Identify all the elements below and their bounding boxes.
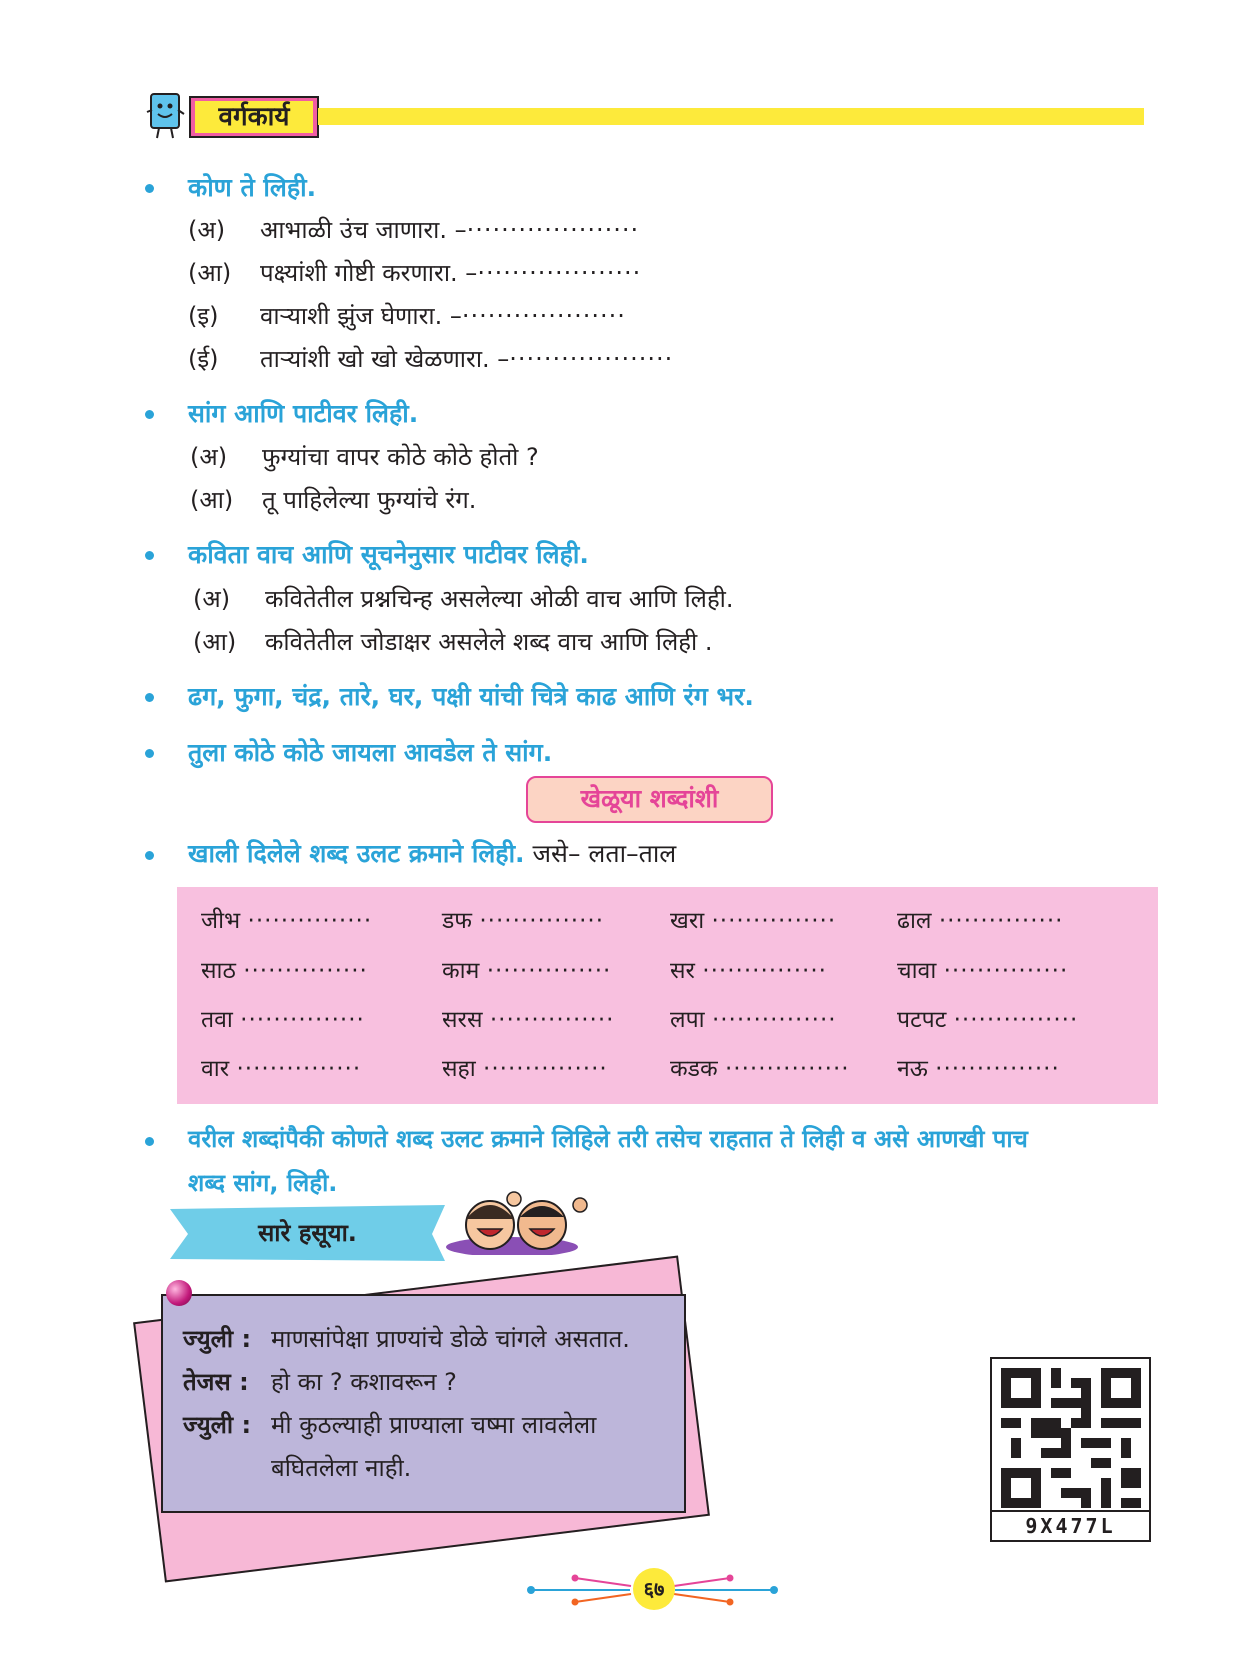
- item-label: (ई): [188, 345, 219, 373]
- list-item: [190, 483, 476, 516]
- item-label: (इ): [188, 302, 219, 330]
- section5-heading: तुला कोठे कोठे जायला आवडेल ते सांग.: [188, 738, 553, 767]
- qr-code-label: 9X477L: [992, 1510, 1149, 1538]
- bullet: [145, 749, 154, 758]
- section4-heading: ढग, फुगा, चंद्र, तारे, घर, पक्षी यांची चित्रे काढ आणि रंग भर.: [188, 682, 754, 711]
- dialogue: हो का ? कशावरून ?: [271, 1368, 457, 1396]
- word-play-heading: खाली दिलेले शब्द उलट क्रमाने लिही.: [188, 839, 525, 868]
- word-play-instruction: [188, 836, 676, 870]
- section1-heading: कोण ते लिही.: [188, 173, 317, 202]
- ribbon-label: सारे हसूया.: [258, 1219, 357, 1247]
- answer-blank: ····················: [466, 216, 640, 244]
- list-item: [188, 342, 673, 375]
- word-play-example: जसे– लता–ताल: [532, 839, 677, 868]
- dialogue: बघितलेला नाही.: [271, 1454, 412, 1482]
- header-bar: [318, 108, 1144, 125]
- item-text: आभाळी उंच जाणारा. –: [260, 216, 467, 244]
- section6-line1: वरील शब्दांपैकी कोणते शब्द उलट क्रमाने लिहिले तरी तसेच राहतात ते लिही व असे आणखी पाच: [188, 1125, 1028, 1153]
- header-icon: [143, 90, 187, 142]
- word-cell: पटपट ···············: [897, 1007, 1079, 1033]
- bullet: [145, 693, 154, 702]
- item-label: (अ): [188, 216, 226, 244]
- list-item: [190, 440, 539, 473]
- answer-blank: ···················: [509, 345, 674, 373]
- book-mascot-icon: [143, 90, 187, 142]
- word-cell: तवा ···············: [201, 1007, 365, 1033]
- item-text: ताऱ्यांशी खो खो खेळणारा. –: [260, 345, 510, 373]
- list-item: [188, 213, 639, 246]
- section3-heading: कविता वाच आणि सूचनेनुसार पाटीवर लिही.: [188, 540, 589, 569]
- item-label: (आ): [193, 628, 237, 656]
- bullet: [145, 184, 154, 193]
- word-cell: डफ ···············: [442, 908, 605, 934]
- list-item: [193, 582, 734, 615]
- item-label: (आ): [190, 486, 234, 514]
- word-cell: वार ···············: [201, 1056, 362, 1082]
- word-cell: सरस ···············: [442, 1007, 615, 1033]
- item-text: कवितेतील प्रश्नचिन्ह असलेल्या ओळी वाच आणि लिही.: [265, 585, 734, 613]
- item-label: (अ): [193, 585, 231, 613]
- word-cell: ढाल ···············: [897, 908, 1064, 934]
- section2-heading: सांग आणि पाटीवर लिही.: [188, 399, 419, 428]
- item-text: वाऱ्याशी झुंज घेणारा. –: [260, 302, 462, 330]
- qr-box[interactable]: [990, 1357, 1151, 1542]
- joke-ribbon: [170, 1203, 590, 1265]
- header-tag: [189, 96, 319, 138]
- word-cell: कडक ···············: [670, 1056, 850, 1082]
- word-play-title: खेळूया शब्दांशी: [526, 776, 773, 823]
- speaker: ज्युली :: [183, 1325, 252, 1353]
- speaker: ज्युली :: [183, 1411, 252, 1439]
- item-text: पक्ष्यांशी गोष्टी करणारा. –: [260, 259, 478, 287]
- bullet: [145, 851, 154, 860]
- joke-line: [183, 1322, 630, 1355]
- pin-icon: [166, 1280, 192, 1306]
- joke-line: [183, 1365, 457, 1398]
- bullet: [145, 1137, 154, 1146]
- qr-code-icon: [1001, 1368, 1141, 1508]
- word-cell: जीभ ···············: [201, 908, 373, 934]
- item-text: फुग्यांचा वापर कोठे कोठे होतो ?: [262, 443, 539, 471]
- laughing-kids-icon: [442, 1189, 592, 1255]
- word-box: [177, 887, 1158, 1104]
- word-cell: साठ ···············: [201, 958, 368, 984]
- item-label: (आ): [188, 259, 232, 287]
- word-cell: लपा ···············: [670, 1007, 837, 1033]
- word-cell: सर ···············: [670, 958, 827, 984]
- word-cell: सहा ···············: [442, 1056, 608, 1082]
- page-title: वर्गकार्य: [195, 101, 313, 133]
- word-cell: चावा ···············: [897, 958, 1069, 984]
- joke-line: [183, 1408, 596, 1441]
- page-number: ६७: [633, 1568, 675, 1610]
- item-text: कवितेतील जोडाक्षर असलेले शब्द वाच आणि लिही .: [265, 628, 713, 656]
- list-item: [188, 256, 641, 289]
- speaker: तेजस :: [183, 1368, 249, 1396]
- item-label: (अ): [190, 443, 228, 471]
- dialogue: माणसांपेक्षा प्राण्यांचे डोळे चांगले असतात.: [271, 1325, 630, 1353]
- answer-blank: ···················: [477, 259, 642, 287]
- answer-blank: ···················: [461, 302, 626, 330]
- joke-line: [183, 1451, 411, 1484]
- word-cell: नऊ ···············: [897, 1056, 1060, 1082]
- joke-card: [161, 1294, 686, 1513]
- section6-line2: शब्द सांग, लिही.: [188, 1169, 338, 1197]
- list-item: [193, 625, 712, 658]
- item-text: तू पाहिलेल्या फुग्यांचे रंग.: [262, 486, 477, 514]
- list-item: [188, 299, 626, 332]
- dialogue: मी कुठल्याही प्राण्याला चष्मा लावलेला: [271, 1411, 597, 1439]
- word-cell: काम ···············: [442, 958, 612, 984]
- bullet: [145, 551, 154, 560]
- bullet: [145, 410, 154, 419]
- word-cell: खरा ···············: [670, 908, 837, 934]
